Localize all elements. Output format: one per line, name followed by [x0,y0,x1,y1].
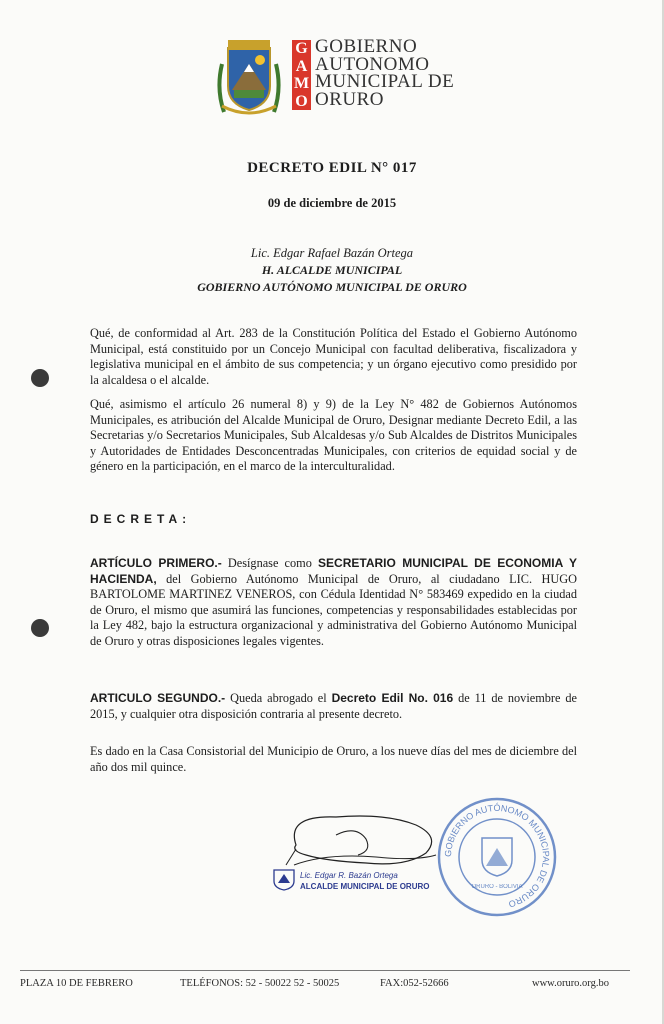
authority-org: GOBIERNO AUTÓNOMO MUNICIPAL DE ORURO [197,280,467,294]
signature-name: Lic. Edgar R. Bazán Ortega [300,871,398,880]
article-first-post: SECRETARIO MUNICIPAL DE ECONOMIA Y HACIENDA, [90,556,577,586]
footer-divider [20,970,630,971]
signature-block [300,870,429,892]
org-name-line: ORURO [315,88,385,110]
article-first-text-b: del Gobierno Autónomo Municipal de Oruro, al ciudadano LIC. HUGO BARTOLOME MARTINEZ VENEROS, con Cédula Identidad N° 583469 expedido en la ciudad de Oruro, el mismo que asumirá las funciones, competencias y responsabilidades establecidas por la Ley 482, bajo la estructura organizacional y administrativa del Gobierno Autónomo Municipal de Oruro y otras disposiciones legales vigentes. [90,571,577,648]
punch-hole [31,369,49,387]
article-second-ref: Decreto Edil No. 016 [331,691,454,705]
paragraph-considering-1: Qué, de conformidad al Art. 283 de la Constitución Política del Estado el Gobierno Autónomo Municipal, está constituido por un Concejo Municipal con facultad deliberativa, fiscalizadora y legislativa municipal en el ámbito de sus competencia; y un órgano ejecutivo como presidido por la alcaldesa o el alcalde. [90,326,577,387]
decree-title: DECRETO EDIL N° 017 [247,160,417,176]
article-second-text-b: de 11 de noviembre de 2015, y cualquier otra disposición contraria al presente decreto. [90,691,577,721]
signature-crest-icon [271,867,297,891]
org-name-line: GOBIERNO [315,36,418,57]
article-second-label: ARTICULO SEGUNDO.- [90,691,226,705]
seal-subtext: ORURO - BOLIVIA [471,884,523,890]
article-second-text-a: Queda abrogado el [225,691,332,705]
article-second [90,691,577,722]
punch-hole [31,619,49,637]
org-name-line: MUNICIPAL DE [315,71,455,92]
authority-role: H. ALCALDE MUNICIPAL [261,263,403,277]
gamo-letter: G [295,40,308,57]
gamo-letter: A [295,57,308,75]
footer-address: PLAZA 10 DE FEBRERO [20,978,133,989]
decree-date: 09 de diciembre de 2015 [267,196,397,210]
article-first-label: ARTÍCULO PRIMERO.- [90,556,222,570]
coat-of-arms-icon [214,34,284,120]
footer-website: www.oruro.org.bo [532,978,609,989]
footer-phones: TELÉFONOS: 52 - 50022 52 - 50025 [180,978,340,989]
gamo-badge [292,40,311,110]
footer-fax: FAX:052-52666 [380,978,449,989]
official-seal [436,796,558,918]
paragraph-considering-2: Qué, asimismo el artículo 26 numeral 8) y 9) de la Ley N° 482 de Gobiernos Autónomos Municipales, es atribución del Alcalde Municipal de Oruro, Designar mediante Decreto Edil, a las Secretarias y/o Secretarios Municipales, Sub Alcaldesas y/o Sub Alcaldes de Distritos Municipales y Autoridades de Entidades Desconcentradas Municipales, con criterios de equidad social y de género en la participación, en el marco de la interculturalidad. [90,397,577,473]
org-name [315,38,454,108]
decreta-heading: DECRETA: [90,512,192,526]
org-name-line: AUTONOMO [315,53,430,75]
article-first [90,556,577,649]
article-first-text-a: Desígnase como [221,556,319,570]
seal-text: GOBIERNO AUTÓNOMO MUNICIPAL DE ORURO [442,802,552,910]
authority-name: Lic. Edgar Rafael Bazán Ortega [250,246,414,260]
signature-role: ALCALDE MUNICIPAL DE ORURO [300,882,430,891]
gamo-letter: O [295,92,308,110]
header-logo [214,34,454,120]
closing-paragraph: Es dado en la Casa Consistorial del Municipio de Oruro, a los nueve días del mes de diciembre del año dos mil quince. [90,744,577,774]
gamo-letter: M [293,75,310,92]
